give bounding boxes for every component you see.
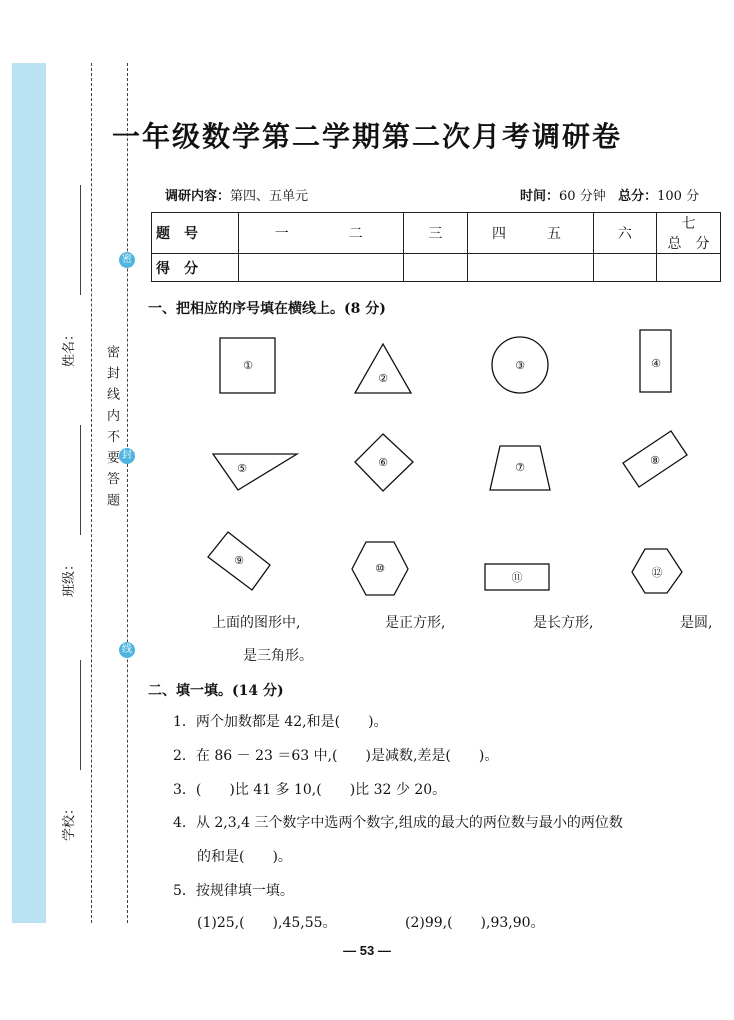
score-cell-6[interactable]	[593, 254, 656, 282]
label-5: ⑤	[237, 462, 247, 475]
page-title: 一年级数学第二学期第二次月考调研卷	[111, 120, 622, 153]
col-4-5	[467, 213, 593, 254]
time-value: 60 分钟	[559, 189, 606, 204]
col-five: 五	[547, 226, 562, 242]
fill-rectangle: 是长方形,	[533, 615, 594, 631]
score-table-header-row	[152, 213, 721, 254]
row-label-number: 题 号	[152, 213, 239, 254]
score-cell-1-2[interactable]	[238, 254, 404, 282]
label-3: ③	[515, 359, 525, 372]
cut-line-left	[91, 63, 92, 923]
shape-5-triangle	[213, 454, 297, 490]
col-total: 总 分	[667, 236, 710, 252]
col-7-total	[657, 213, 721, 254]
label-6: ⑥	[378, 456, 388, 469]
label-4: ④	[651, 357, 661, 370]
content-value: 第四、五单元	[230, 189, 309, 204]
binding-strip	[12, 63, 46, 923]
col-two: 二	[348, 226, 363, 242]
label-2: ②	[378, 372, 388, 385]
label-10: ⑩	[375, 562, 385, 575]
question-4-line2: 的和是( )。	[197, 849, 292, 865]
seal-feng: 封	[119, 448, 135, 464]
fill-triangle: 是三角形。	[243, 648, 313, 664]
fill-intro: 上面的图形中,	[212, 615, 301, 631]
content-info	[165, 185, 308, 204]
total-value: 100 分	[657, 189, 700, 204]
col-six: 六	[593, 213, 656, 254]
score-cell-4-5[interactable]	[467, 254, 593, 282]
school-label: 学校：	[62, 801, 78, 842]
question-5-part1: (1)25,( ),45,55。	[197, 915, 337, 931]
question-2: 2．在 86 － 23 ＝63 中,( )是减数,差是( )。	[173, 748, 499, 764]
shapes-figure	[200, 320, 700, 600]
question-3: 3．( )比 41 多 10,( )比 32 少 20。	[173, 782, 447, 798]
time-info	[520, 185, 699, 204]
col-1-2	[238, 213, 404, 254]
total-label: 总分：	[618, 189, 658, 204]
label-7: ⑦	[515, 461, 525, 474]
label-12: ⑫	[651, 566, 663, 579]
score-table-score-row	[152, 254, 721, 282]
col-one: 一	[274, 226, 289, 242]
fill-square: 是正方形,	[385, 615, 446, 631]
label-9: ⑨	[234, 554, 244, 567]
class-field[interactable]	[80, 425, 81, 535]
col-seven: 七	[681, 216, 696, 232]
question-4-line1: 4．从 2,3,4 三个数字中选两个数字,组成的最大的两位数与最小的两位数	[173, 815, 623, 831]
seal-mi: 密	[119, 252, 135, 268]
section1-heading: 一、把相应的序号填在横线上。(8 分)	[148, 301, 386, 317]
time-label: 时间：	[520, 189, 560, 204]
cut-line-right	[127, 63, 128, 923]
name-field[interactable]	[80, 185, 81, 295]
col-four: 四	[492, 226, 507, 242]
question-1: 1．两个加数都是 42,和是( )。	[173, 714, 388, 730]
score-table	[151, 212, 721, 282]
content-label: 调研内容：	[165, 189, 231, 204]
question-5: 5．按规律填一填。	[173, 883, 294, 899]
name-label: 姓名：	[62, 327, 78, 368]
score-cell-3[interactable]	[404, 254, 467, 282]
shape-2-triangle	[355, 344, 411, 393]
label-1: ①	[243, 359, 253, 372]
seal-xian: 线	[119, 642, 135, 658]
col-three: 三	[404, 213, 467, 254]
binding-note-text: 密 封 线 内 不 要 答 题	[104, 345, 119, 508]
school-field[interactable]	[80, 660, 81, 770]
row-label-score: 得 分	[152, 254, 239, 282]
section2-heading: 二、填一填。(14 分)	[148, 683, 284, 699]
question-5-part2: (2)99,( ),93,90。	[405, 915, 545, 931]
class-label: 班级：	[62, 557, 78, 598]
score-cell-7-total[interactable]	[657, 254, 721, 282]
label-11: ⑪	[511, 571, 523, 584]
label-8: ⑧	[650, 454, 660, 467]
page-number: — 53 —	[343, 943, 391, 958]
fill-circle: 是圆,	[680, 615, 713, 631]
